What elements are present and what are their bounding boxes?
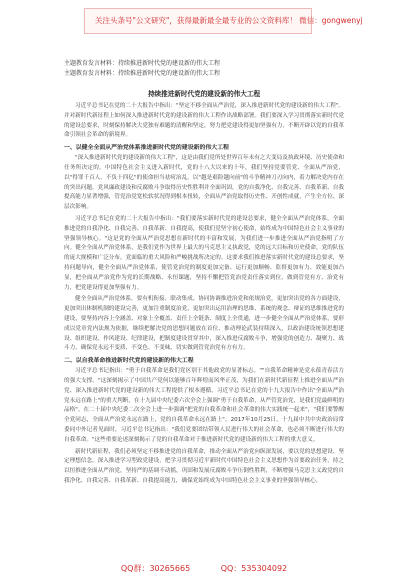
section-heading-2: 二、以自我革命推进新时代党的建设新的伟大工程: [64, 358, 194, 365]
footer-qq-group: QQ群：30265665: [120, 564, 191, 573]
footer-contact: [0, 561, 408, 577]
paragraph-1: 习近平总书记在党的二十大报告中指出："坚定不移全面从严治党，深入推进新时代党的建设新的伟大工程"。并对新时代新征程上如何深入推进新时代党的建设新的伟大工程作出战略部署。我们要深入学习贯彻落实新时代党的建设总要求，时刻保持解决大党独有难题的清醒和坚定，努力把党建设得更加坚强有力，不断开辟以党的自我革命引领社会革命的新境界。: [64, 103, 344, 139]
meta-line-1: 主题教育发言材料：持续推进新时代党的建设新的伟大工程: [64, 60, 221, 67]
document-title: 持续推进新时代党的建设新的伟大工程: [147, 90, 261, 98]
promo-banner: [84, 8, 363, 34]
section-heading-1: 一、以健全全面从严治党体系推进新时代党的建设新的伟大工程: [64, 145, 229, 152]
paragraph-6: 新时代新征程，我们必须坚定不移推进党的自我革命，推动全面从严治党向纵深发展，要以党的思想建设、坚定理想信念，深入推进学习型政党建设，把学习贯彻习近平新时代中国特色社会主义思想作为首要政治任务，持之以恒推进全面从严治党，坚持严的基调不动摇，巩固和发展反腐败斗争压倒性胜利，不断增强马克思主义政党的自我净化、自我完善、自我革新、自我提高能力，确保党始终成为中国特色社会主义事业的坚强领导核心。: [64, 448, 344, 484]
paragraph-5: 习近平总书记指出："勇于自我革命是我们党区别于其他政党的显著标志。""自我革命精神是党永葆青春活力的强大支撑。"这深刻揭示了中国共产党何以能够百年辉煌而风华正茂，为我们在新时代新征程上推进全面从严治党、深入推进新时代党的建设新的伟大工程提供了根本遵循。习近平总书记在党的十九大报告中作出"全面从严治党永远在路上"的重大判断，在十九届中央纪委六次全会上强调"勇于自我革命，从严管党治党，是我们党最鲜明的品格"。在二十届中央纪委二次全会上进一步强调"把党的自我革命和社会革命的伟大实践统一起来"，"我们要警醒全党同志，全面从严治党永远在路上，党的自我革命永远在路上"。2017年10月25日，十九届中共中央政治局常委同中外记者见面时，习近平总书记指出："我们党要团结带领人民进行伟大的社会革命，也必须不断进行伟大的自我革命。"这些重要论述深刻揭示了党的自我革命对于推进新时代党的建设新的伟大工程的重大意义。: [64, 368, 344, 443]
paragraph-3: 习近平总书记在党的二十大报告中指出："我们要落实新时代党的建设总要求，健全全面从严治党体系，全面推进党的自我净化、自我完善、自我革新、自我提高，使我们党坚守初心使命，始终成为中国特色社会主义事业的坚强领导核心。"这是党的全面从严治党思想在新时代的丰富和发展，为我们进一步推进全面从严治党指明了方向。健全全面从严治党体系，是我们党作为世界上最大的马克思主义执政党，党的远大目标和历史使命，党的队伍的庞大规模和广泛分布，党面临的重大风险和严峻挑战所决定的。这要求我们推进落实新时代党的建设总要求，坚持问题导向，健全全面从严治党体系，使管党治党的制度更加完备、运行更加顺畅、监督更加有力、效能更加凸显，把全面从严治党作为党的长期战略、永恒课题，坚持不懈把管党治党责任落实到位，做到管党有方、治党有力，把党建设得更加坚强有力。: [64, 215, 344, 291]
meta-line-2: 主题教育发言材料：持续推进新时代党的建设新的伟大工程: [64, 70, 221, 77]
promo-banner-text: 关注头条号"公文研究"，获得最新最全最专业的公文资料库！ 微信：gongwenyj: [95, 16, 363, 25]
paragraph-2: "深入推进新时代党的建设新的伟大工程"，这是由我们党所处世界百年未有之大变局及执政环境、历史使命和任务所决定的。中国特色社会主义进入新时代，党的十八大以来的十年，我们坚持党要管党、全面从严治党，以"得罪千百人、不负十四亿"的使命担当祛疴治乱，以"越是艰险越向前"的斗争精神刀刃向内，着力解决党内存在的突出问题，党风廉政建设和反腐败斗争取得历史性胜利并全面巩固，党的自我净化、自我完善、自我革新、自我提高能力显著增强，管党治党宽松软状况得到根本扭转，全面从严治党取得历史性、开创性成就，产生全方位、深层次影响。: [64, 155, 344, 211]
document-body: [64, 36, 344, 556]
footer-qq: QQ：535304092: [220, 564, 288, 573]
paragraph-4: 健全全面从严治党体系，要有机衔接、联动集成、协同协调推进治党和依规治党，更加突出党的各方面建设，更加突出体制机制的建设完善，更加注重制度治党，更加突出运用治理的思维、系统的观念、辩证的思维推进党的建设，要坚持内容上全涵盖、对象上全覆盖、责任上全链条、制度上全贯通，进一步健全全面从严治党体系，要形成以党章党内法规为依据，继续把解决党的思想问题放在首位、推动理论武装持续深入，以政治建设统领思想建设、组织建设、作风建设、纪律建设，把制度建设贯穿其中，深入推进反腐败斗争，增强党的创造力、凝聚力、战斗力，确保党永远不变质、不变色、不变味，切实做到管党治党有方有力。: [64, 296, 344, 352]
